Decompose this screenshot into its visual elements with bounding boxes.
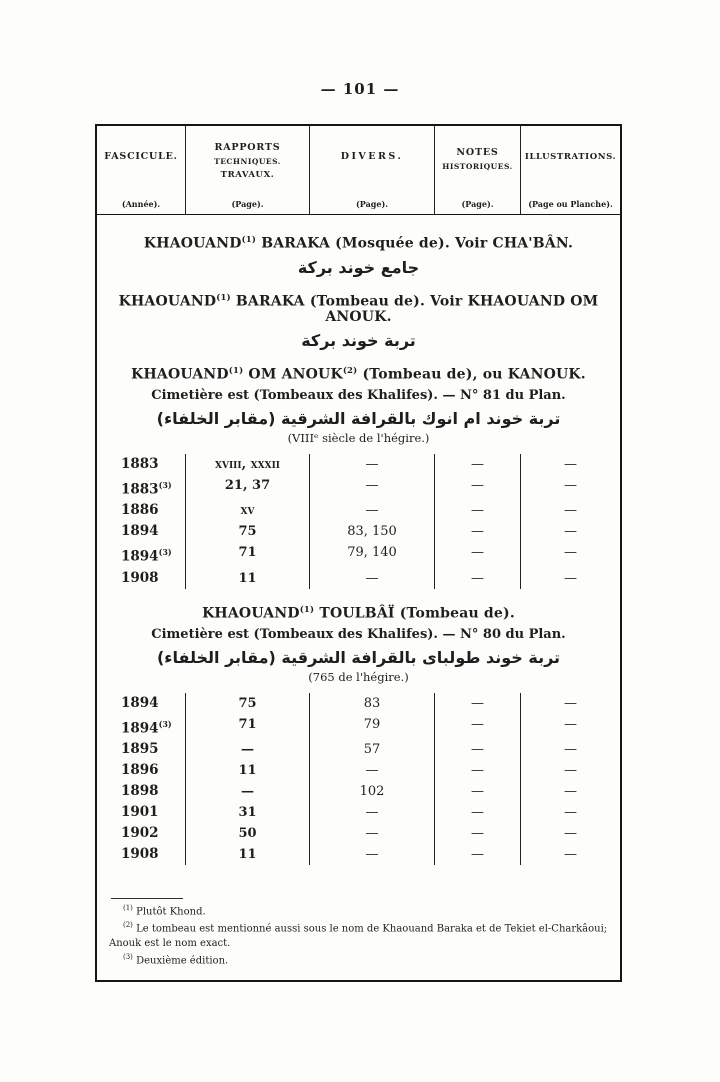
header-lines: [442, 147, 512, 171]
header-line: ILLUSTRATIONS.: [524, 151, 617, 162]
rapports-cell: 75: [185, 693, 309, 714]
table-row: [97, 542, 620, 568]
footnote-ref: (1): [241, 235, 257, 245]
entry-title: [105, 293, 612, 326]
header-line: NOTES: [456, 147, 499, 158]
year-cell: [97, 475, 185, 501]
illustrations-cell: —: [520, 568, 620, 589]
arabic-caption: تربة خوند ام انوك بالقرافة الشرقية (مقابر الخلفاء): [156, 408, 561, 428]
arabic-caption: تربة خوند بركة: [301, 331, 416, 351]
header-lines: [214, 142, 281, 180]
rapports-cell: 11: [185, 844, 309, 865]
table-row: [97, 714, 620, 740]
table-row: [97, 693, 620, 714]
year-label: 1898: [121, 783, 159, 800]
notes-cell: —: [434, 760, 520, 781]
divers-cell: 79: [309, 714, 434, 740]
edition-ref: (3): [158, 547, 172, 558]
notes-cell: —: [434, 521, 520, 542]
header-subline: (Page).: [231, 198, 264, 209]
table-header: [97, 126, 620, 215]
footnote-text: Le tombeau est mentionné aussi sous le nom de Khaouand Baraka et de Tekiet el-Charkâoui; Anouk est le nom exact.: [109, 923, 608, 949]
table-body: [97, 215, 620, 894]
rapports-cell: 11: [185, 568, 309, 589]
notes-cell: —: [434, 714, 520, 740]
illustrations-cell: —: [520, 500, 620, 521]
year-label: 1908: [121, 569, 159, 586]
year-cell: [97, 542, 185, 568]
header-subline: (Page).: [355, 198, 389, 209]
footnotes: [97, 894, 620, 980]
illustrations-cell: —: [520, 521, 620, 542]
divers-cell: 79, 140: [309, 542, 434, 568]
illustrations-cell: —: [520, 823, 620, 844]
rapports-cell: 50: [185, 823, 309, 844]
divers-cell: 83, 150: [309, 521, 434, 542]
illustrations-cell: —: [520, 693, 620, 714]
title-text: KHAOUAND: [143, 235, 242, 252]
table-row: [97, 454, 620, 475]
year-label: 1883: [121, 455, 159, 472]
footnote-ref: (1): [228, 366, 244, 377]
year-label: 1894: [121, 720, 159, 737]
illustrations-cell: —: [520, 802, 620, 823]
illustrations-cell: —: [520, 542, 620, 568]
illustrations-cell: —: [520, 475, 620, 501]
table-row: [97, 568, 620, 589]
rapports-cell: 75: [185, 521, 309, 542]
table-row: [97, 739, 620, 760]
year-label: 1894: [121, 548, 159, 565]
table-row: [97, 781, 620, 802]
divers-cell: 102: [309, 781, 434, 802]
year-label: 1896: [121, 762, 159, 779]
header-lines: [341, 151, 404, 162]
footnote-text: Deuxième édition.: [132, 955, 229, 966]
year-label: 1883: [121, 481, 159, 498]
table-row: [97, 844, 620, 865]
rapports-cell: xv: [185, 500, 309, 521]
title-text: OM ANOUK: [243, 366, 343, 383]
notes-cell: —: [434, 454, 520, 475]
year-cell: [97, 500, 185, 521]
notes-cell: —: [434, 500, 520, 521]
rapports-cell: xviii, xxxii: [185, 454, 309, 475]
rapports-cell: 31: [185, 802, 309, 823]
footnote: [109, 904, 608, 919]
divers-cell: —: [309, 823, 434, 844]
year-cell: [97, 693, 185, 714]
header-line: RAPPORTS: [214, 142, 281, 154]
divers-cell: —: [309, 802, 434, 823]
year-label: 1902: [121, 825, 159, 842]
rapports-cell: 71: [185, 542, 309, 568]
divers-cell: 83: [309, 693, 434, 714]
header-line: HISTORIQUES.: [442, 162, 513, 171]
entry-subtitle: Cimetière est (Tombeaux des Khalifes). — N° 80 du Plan.: [151, 626, 566, 642]
illustrations-cell: —: [520, 454, 620, 475]
notes-cell: —: [434, 781, 520, 802]
column-header-notes: [434, 126, 520, 214]
title-text: KHAOUAND: [118, 293, 217, 310]
title-text: KHAOUAND: [131, 366, 229, 383]
year-label: 1908: [121, 846, 159, 863]
table-row: [97, 500, 620, 521]
title-text: BARAKA (Tombeau de). Voir KHAOUAND OM ANOUK.: [230, 293, 599, 326]
notes-cell: —: [434, 739, 520, 760]
year-cell: [97, 739, 185, 760]
edition-ref: (3): [158, 479, 172, 490]
divers-cell: —: [309, 454, 434, 475]
arabic-caption: تربة خوند طولباى بالقرافة الشرقية (مقابر الخلفاء): [156, 647, 561, 667]
column-header-rapports: [185, 126, 309, 214]
header-subline: (Page ou Planche).: [528, 198, 613, 209]
header-line: TRAVAUX.: [220, 170, 275, 181]
entry-note: (765 de l'hégire.): [308, 669, 409, 684]
notes-cell: —: [434, 802, 520, 823]
year-cell: [97, 760, 185, 781]
illustrations-cell: —: [520, 844, 620, 865]
page-number: — 101 —: [320, 80, 400, 98]
table-row: [97, 521, 620, 542]
year-cell: [97, 714, 185, 740]
year-cell: [97, 568, 185, 589]
divers-cell: —: [309, 500, 434, 521]
footnote: [109, 953, 608, 968]
title-text: TOULBÂÏ (Tombeau de).: [314, 605, 515, 622]
header-line: TECHNIQUES.: [214, 157, 281, 167]
header-subline: (Année).: [121, 198, 161, 209]
edition-ref: (3): [158, 718, 172, 729]
entry-note: (VIIIᵉ siècle de l'hégire.): [287, 430, 430, 445]
divers-cell: —: [309, 760, 434, 781]
rapports-cell: —: [185, 739, 309, 760]
footnote-ref: (1): [216, 292, 231, 303]
illustrations-cell: —: [520, 781, 620, 802]
catalog-table: [95, 124, 622, 982]
notes-cell: —: [434, 844, 520, 865]
rapports-cell: 71: [185, 714, 309, 740]
entry-title: [105, 366, 612, 383]
table-row: [97, 760, 620, 781]
footnote: [109, 921, 608, 950]
year-label: 1894: [121, 523, 159, 540]
column-header-fascicule: [97, 126, 185, 214]
rapports-cell: 21, 37: [185, 475, 309, 501]
rapports-cell: 11: [185, 760, 309, 781]
year-label: 1901: [121, 804, 159, 821]
footnote-marker: (3): [123, 952, 133, 961]
notes-cell: —: [434, 568, 520, 589]
year-label: 1895: [121, 741, 159, 758]
footnote-ref: (2): [342, 366, 358, 377]
table-row: [97, 802, 620, 823]
year-cell: [97, 521, 185, 542]
entry-title: [105, 235, 612, 252]
header-lines: [525, 152, 616, 162]
entry-subtitle: Cimetière est (Tombeaux des Khalifes). — N° 81 du Plan.: [151, 387, 566, 403]
notes-cell: —: [434, 542, 520, 568]
table-row: [97, 475, 620, 501]
divers-cell: —: [309, 844, 434, 865]
notes-cell: —: [434, 823, 520, 844]
illustrations-cell: —: [520, 760, 620, 781]
year-cell: [97, 823, 185, 844]
divers-cell: —: [309, 568, 434, 589]
footnote-separator: [111, 898, 183, 899]
year-cell: [97, 802, 185, 823]
year-label: 1886: [121, 502, 159, 519]
column-header-divers: [309, 126, 434, 214]
year-cell: [97, 454, 185, 475]
notes-cell: —: [434, 693, 520, 714]
footnote-ref: (1): [299, 604, 315, 615]
data-rows-block: [97, 693, 620, 866]
illustrations-cell: —: [520, 714, 620, 740]
header-subline: (Page).: [461, 199, 494, 209]
entry-title: [105, 605, 612, 622]
title-text: (Tombeau de), ou KANOUK.: [357, 366, 586, 383]
illustrations-cell: —: [520, 739, 620, 760]
data-rows-block: [97, 454, 620, 589]
arabic-caption: جامع خوند بركة: [297, 257, 420, 277]
divers-cell: 57: [309, 739, 434, 760]
year-cell: [97, 844, 185, 865]
header-line: DIVERS.: [340, 151, 404, 163]
footnote-marker: (2): [123, 921, 133, 930]
year-cell: [97, 781, 185, 802]
rapports-cell: —: [185, 781, 309, 802]
column-header-illustrations: [520, 126, 620, 214]
footnote-list: [109, 904, 608, 968]
header-line: FASCICULE.: [104, 151, 178, 163]
notes-cell: —: [434, 475, 520, 501]
footnote-marker: (1): [123, 904, 133, 913]
year-label: 1894: [121, 694, 159, 711]
title-text: KHAOUAND: [202, 605, 300, 622]
table-row: [97, 823, 620, 844]
footnote-text: Plutôt Khond.: [132, 906, 206, 918]
header-lines: [104, 151, 178, 162]
title-text: BARAKA (Mosquée de). Voir CHA'BÂN.: [256, 235, 574, 252]
divers-cell: —: [309, 475, 434, 501]
